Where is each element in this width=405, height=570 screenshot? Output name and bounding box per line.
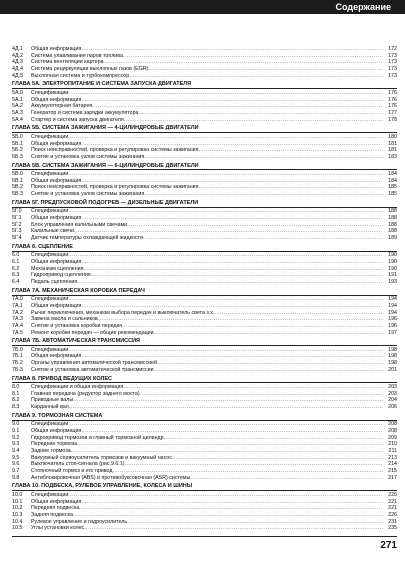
- dot-leader: [190, 475, 383, 482]
- toc-entry: [12, 53, 397, 60]
- entry-title: Рычаг переключения, механизм выбора передач и выключатель света з.х.: [31, 309, 215, 316]
- entry-number: 6.4: [12, 278, 20, 285]
- toc-entry: [12, 360, 397, 367]
- dot-leader: [127, 222, 383, 229]
- entry-title: Общая информация: [31, 498, 82, 505]
- entry-page: 183: [388, 153, 397, 160]
- dot-leader: [68, 492, 383, 499]
- dot-leader: [124, 117, 383, 124]
- entry-number: 5Б.3: [12, 153, 23, 160]
- entry-number: 7Б.2: [12, 360, 23, 367]
- entry-number: 10.2: [12, 505, 23, 512]
- entry-page: 184: [388, 177, 397, 184]
- entry-title: Ремонт коробки передач — общие рекомендации: [31, 329, 154, 336]
- entry-page: 190: [388, 258, 397, 265]
- entry-number: 7А.2: [12, 309, 23, 316]
- entry-page: 198: [388, 346, 397, 353]
- entry-page: 188: [388, 215, 397, 221]
- entry-title: Общая информация: [31, 177, 82, 184]
- entry-title: Гидропривод тормозов и главный тормозной цилиндр: [31, 434, 164, 441]
- entry-number: 5Г.3: [12, 228, 22, 235]
- entry-title: Передние тормоза: [31, 441, 78, 448]
- dot-leader: [157, 360, 383, 367]
- chapter-heading: ГЛАВА 5Б. СИСТЕМА ЗАЖИГАНИЯ — 4-ЦИЛИНДРОВЫЕ ДВИГАТЕЛИ: [12, 125, 199, 132]
- chapter-heading: ГЛАВА 5А. ЭЛЕКТРОПИТАНИЕ И СИСТЕМА ЗАПУСКА ДВИГАТЕЛЯ: [12, 81, 192, 88]
- entry-number: 10.4: [12, 518, 23, 525]
- toc-entry: [12, 279, 397, 286]
- entry-title: Выключатель стоп-сигнала (рис.9.6.1): [31, 461, 125, 468]
- toc-entry: [12, 404, 397, 411]
- entry-page: 194: [388, 296, 397, 303]
- dot-leader: [104, 59, 383, 66]
- entry-number: 5Б.2: [12, 147, 23, 154]
- entry-number: 7А.1: [12, 302, 23, 309]
- entry-page: 235: [388, 525, 397, 532]
- entry-page: 211: [388, 447, 397, 454]
- toc-entry: [12, 208, 397, 215]
- toc-entry: [12, 184, 397, 191]
- entry-title: Спецификации: [31, 421, 69, 428]
- toc-entry: [12, 46, 397, 53]
- entry-title: Снятие и установка коробки передач: [31, 322, 123, 329]
- toc-entry: [12, 147, 397, 154]
- entry-title: Спецификации: [31, 171, 69, 178]
- entry-title: Общая информация: [31, 140, 82, 147]
- toc-entry: [12, 421, 397, 428]
- entry-title: Стояночный тормоз и его привод: [31, 468, 113, 475]
- dot-leader: [77, 441, 383, 448]
- entry-page: 181: [388, 140, 397, 147]
- toc-entry: [12, 154, 397, 161]
- entry-page: 208: [388, 421, 397, 428]
- toc-entry: [12, 259, 397, 266]
- toc-entry: [12, 347, 397, 354]
- entry-title: Общая информация: [31, 427, 82, 434]
- entry-number: 4Д.2: [12, 52, 23, 59]
- entry-page: 204: [388, 397, 397, 404]
- toc-entry: [12, 235, 397, 242]
- entry-page: 231: [388, 518, 397, 525]
- footer-rule: [12, 536, 397, 537]
- entry-number: 10.0: [12, 491, 23, 498]
- entry-number: 6.0: [12, 252, 20, 259]
- entry-title: Задние тормоза: [31, 447, 71, 454]
- entry-page: 177: [388, 109, 397, 116]
- dot-leader: [81, 97, 383, 104]
- entry-page: 173: [388, 59, 397, 66]
- dot-leader: [164, 435, 383, 442]
- entry-number: 5Б.1: [12, 140, 23, 147]
- dot-leader: [123, 384, 383, 391]
- entry-page: 178: [388, 116, 397, 123]
- entry-title: Генератор и система зарядки аккумулятора: [31, 109, 139, 116]
- toc-entry: [12, 323, 397, 330]
- entry-page: 198: [388, 360, 397, 367]
- dot-leader: [68, 90, 383, 97]
- entry-page: 176: [388, 96, 397, 103]
- entry-number: 9.1: [12, 427, 20, 434]
- header-bar: [0, 0, 405, 14]
- entry-number: 9.5: [12, 454, 20, 461]
- entry-page: 201: [388, 366, 397, 373]
- dot-leader: [68, 208, 383, 215]
- dot-leader: [214, 310, 383, 317]
- entry-number: 10.5: [12, 525, 23, 532]
- toc-entry: [12, 367, 397, 374]
- entry-page: 193: [388, 278, 397, 285]
- entry-page: 188: [388, 208, 397, 215]
- toc-entry: [12, 90, 397, 97]
- toc-entry: [12, 310, 397, 317]
- toc-entry: [12, 475, 397, 482]
- entry-title: Система вентиляции картера: [31, 59, 104, 66]
- entry-title: Углы установки колес: [31, 525, 85, 532]
- entry-page: 197: [388, 329, 397, 336]
- dot-leader: [122, 323, 383, 330]
- dot-leader: [144, 154, 383, 161]
- chapter-heading: ГЛАВА 7Б. АВТОМАТИЧЕСКАЯ ТРАНСМИССИЯ: [12, 338, 140, 345]
- entry-number: 7Б.1: [12, 353, 23, 360]
- entry-title: Спецификации: [31, 346, 69, 353]
- toc-entry: [12, 519, 397, 526]
- entry-title: Рулевое управление и гидроусилитель: [31, 518, 128, 525]
- entry-page: 173: [388, 66, 397, 73]
- entry-number: 5Б.0: [12, 133, 23, 140]
- toc-entry: [12, 73, 397, 80]
- toc-entry: [12, 97, 397, 104]
- entry-number: 4Д.5: [12, 72, 23, 79]
- entry-number: 5Г.0: [12, 208, 22, 215]
- entry-title: Аккумуляторная батарея: [31, 103, 93, 110]
- entry-page: 226: [388, 511, 397, 518]
- entry-number: 5А.0: [12, 89, 23, 96]
- entry-page: 214: [388, 461, 397, 468]
- dot-leader: [81, 215, 383, 222]
- entry-title: Стартер и система запуска двигателя: [31, 116, 124, 123]
- toc-entry: [12, 103, 397, 110]
- dot-leader: [148, 66, 383, 73]
- entry-page: 196: [388, 322, 397, 329]
- toc-entry: [12, 134, 397, 141]
- dot-leader: [154, 330, 383, 337]
- dot-leader: [68, 421, 383, 428]
- toc-entry: [12, 117, 397, 124]
- entry-number: 7А.4: [12, 322, 23, 329]
- entry-number: 5А.4: [12, 116, 23, 123]
- toc-entry: [12, 512, 397, 519]
- entry-title: Система рециркуляции выхлопных газов (EGR): [31, 66, 149, 73]
- entry-number: 9.4: [12, 447, 20, 454]
- dot-leader: [139, 110, 384, 117]
- entry-page: 188: [388, 228, 397, 235]
- entry-number: 10.1: [12, 498, 23, 505]
- dot-leader: [81, 428, 383, 435]
- entry-number: 5В.3: [12, 191, 23, 198]
- entry-number: 8.0: [12, 384, 20, 390]
- entry-number: 5В.0: [12, 171, 23, 178]
- entry-title: Спецификации: [31, 208, 69, 215]
- entry-number: 4Д.1: [12, 46, 23, 52]
- entry-number: 4Д.4: [12, 66, 23, 73]
- dot-leader: [140, 391, 383, 398]
- dot-leader: [68, 296, 383, 303]
- dot-leader: [112, 468, 383, 475]
- entry-number: 8.1: [12, 390, 20, 397]
- dot-leader: [68, 347, 383, 354]
- entry-title: Спецификации: [31, 491, 69, 498]
- entry-number: 7Б.0: [12, 346, 23, 353]
- entry-title: Спецификации: [31, 89, 69, 96]
- entry-number: 5В.2: [12, 184, 23, 191]
- entry-page: 221: [388, 505, 397, 512]
- dot-leader: [84, 266, 384, 273]
- entry-page: 188: [388, 221, 397, 228]
- chapter-heading: ГЛАВА 6. СЦЕПЛЕНИЕ: [12, 243, 73, 250]
- entry-page: 173: [388, 72, 397, 79]
- toc-entry: [12, 272, 397, 279]
- toc-entry: [12, 171, 397, 178]
- entry-page: 203: [388, 384, 397, 390]
- entry-number: 9.2: [12, 434, 20, 441]
- entry-title: Вакуумный сервоусилитель тормозов и вакуумный насос: [31, 454, 172, 461]
- entry-number: 9.6: [12, 461, 20, 468]
- entry-page: 198: [388, 353, 397, 360]
- dot-leader: [127, 519, 383, 526]
- entry-number: 9.0: [12, 421, 20, 428]
- dot-leader: [154, 367, 383, 374]
- entry-number: 5Г.4: [12, 235, 22, 242]
- dot-leader: [143, 235, 383, 242]
- entry-title: Общая информация: [31, 96, 82, 103]
- page-number: 271: [380, 540, 397, 551]
- dot-leader: [81, 46, 383, 53]
- dot-leader: [81, 303, 383, 310]
- entry-title: Поиск неисправностей, проверка и регулировка системы зажигания: [31, 147, 199, 154]
- entry-page: 206: [388, 404, 397, 411]
- entry-page: 194: [388, 302, 397, 309]
- dot-leader: [71, 448, 383, 455]
- entry-title: Снятие и установка узлов системы зажигания: [31, 153, 145, 160]
- entry-number: 7Б.3: [12, 366, 23, 373]
- entry-page: 194: [388, 309, 397, 316]
- toc-entry: [12, 110, 397, 117]
- entry-page: 221: [388, 498, 397, 505]
- entry-page: 176: [388, 103, 397, 110]
- entry-number: 10.3: [12, 511, 23, 518]
- entry-page: 210: [388, 441, 397, 448]
- chapter-heading: ГЛАВА 9. ТОРМОЗНАЯ СИСТЕМА: [12, 412, 103, 419]
- entry-title: Общая информация: [31, 215, 82, 221]
- entry-page: 172: [388, 46, 397, 52]
- dot-leader: [68, 134, 383, 141]
- toc-entry: [12, 222, 397, 229]
- dot-leader: [81, 499, 383, 506]
- dot-leader: [73, 512, 383, 519]
- entry-page: 190: [388, 252, 397, 259]
- entry-title: Блок управления калильными свечами: [31, 221, 128, 228]
- table-of-contents: [12, 46, 397, 532]
- dot-leader: [69, 404, 383, 411]
- entry-title: Поиск неисправностей, проверка и регулировка системы зажигания: [31, 184, 199, 191]
- entry-page: 185: [388, 184, 397, 191]
- chapter-heading: ГЛАВА 10. ПОДВЕСКА, РУЛЕВОЕ УПРАВЛЕНИЕ, КОЛЕСА И ШИНЫ: [12, 483, 193, 490]
- entry-number: 8.2: [12, 397, 20, 404]
- entry-title: Задняя подвеска: [31, 511, 73, 518]
- entry-title: Приводные валы: [31, 397, 74, 404]
- toc-entry: [12, 428, 397, 435]
- entry-number: 9.8: [12, 474, 20, 481]
- dot-leader: [125, 461, 383, 468]
- dot-leader: [84, 525, 383, 532]
- toc-entry: [12, 66, 397, 73]
- entry-title: Карданный вал: [31, 404, 69, 411]
- entry-title: Главная передача (редуктор заднего моста): [31, 390, 140, 397]
- entry-number: 4Д.3: [12, 59, 23, 66]
- entry-title: Спецификации: [31, 133, 69, 140]
- dot-leader: [79, 505, 383, 512]
- entry-number: 7А.5: [12, 329, 23, 336]
- entry-title: Гидропривод сцепления: [31, 272, 91, 279]
- entry-page: 189: [388, 235, 397, 242]
- toc-entry: [12, 252, 397, 259]
- toc-entry: [12, 316, 397, 323]
- entry-number: 5В.1: [12, 177, 23, 184]
- toc-entry: [12, 391, 397, 398]
- dot-leader: [73, 397, 383, 404]
- entry-page: 196: [388, 316, 397, 323]
- toc-entry: [12, 525, 397, 532]
- entry-number: 9.3: [12, 441, 20, 448]
- entry-title: Снятие и установка узлов системы зажигания: [31, 191, 145, 198]
- entry-title: Замена масла и сальников: [31, 316, 98, 323]
- dot-leader: [92, 103, 383, 110]
- entry-page: 215: [388, 468, 397, 475]
- entry-number: 8.3: [12, 404, 20, 411]
- chapter-heading: ГЛАВА 8. ПРИВОД ВЕДУЩИХ КОЛЕС: [12, 375, 112, 382]
- entry-number: 5А.1: [12, 96, 23, 103]
- entry-title: Система улавливания паров топлива: [31, 52, 123, 59]
- entry-number: 5А.3: [12, 109, 23, 116]
- dot-leader: [77, 279, 383, 286]
- entry-number: 5А.2: [12, 103, 23, 110]
- toc-entry: [12, 441, 397, 448]
- entry-number: 7А.3: [12, 316, 23, 323]
- entry-number: 6.3: [12, 272, 20, 279]
- dot-leader: [172, 455, 383, 462]
- toc-entry: [12, 303, 397, 310]
- toc-entry: [12, 505, 397, 512]
- entry-number: 7А.0: [12, 296, 23, 303]
- page-title: Содержание: [335, 2, 391, 12]
- entry-page: 217: [388, 474, 397, 481]
- entry-title: Передняя подвеска: [31, 505, 80, 512]
- entry-page: 203: [388, 390, 397, 397]
- entry-page: 185: [388, 191, 397, 198]
- toc-entry: [12, 330, 397, 337]
- entry-page: 191: [388, 272, 397, 279]
- entry-page: 220: [388, 491, 397, 498]
- entry-number: 9.7: [12, 468, 20, 475]
- dot-leader: [198, 184, 383, 191]
- toc-entry: [12, 455, 397, 462]
- entry-title: Снятие и установка автоматической трансмиссии: [31, 366, 154, 373]
- entry-page: 208: [388, 427, 397, 434]
- dot-leader: [68, 252, 383, 259]
- toc-entry: [12, 499, 397, 506]
- toc-entry: [12, 468, 397, 475]
- dot-leader: [144, 191, 383, 198]
- entry-number: 5Г.2: [12, 221, 22, 228]
- entry-page: 181: [388, 147, 397, 154]
- toc-entry: [12, 215, 397, 222]
- entry-page: 184: [388, 171, 397, 178]
- chapter-heading: ГЛАВА 5В. СИСТЕМА ЗАЖИГАНИЯ — 6-ЦИЛИНДРОВЫЕ ДВИГАТЕЛИ: [12, 162, 199, 169]
- toc-entry: [12, 59, 397, 66]
- entry-title: Антиблокировочная (ABS) и противобуксовочная (ASR) системы: [31, 474, 191, 481]
- toc-entry: [12, 296, 397, 303]
- toc-entry: [12, 492, 397, 499]
- entry-page: 176: [388, 89, 397, 96]
- toc-entry: [12, 435, 397, 442]
- entry-title: Общая информация: [31, 46, 82, 52]
- entry-title: Органы управления автоматической трансмиссией: [31, 360, 157, 367]
- dot-leader: [123, 53, 383, 60]
- toc-entry: [12, 448, 397, 455]
- entry-number: 6.1: [12, 258, 20, 265]
- entry-title: Педаль сцепления: [31, 278, 78, 285]
- entry-page: 209: [388, 434, 397, 441]
- toc-entry: [12, 266, 397, 273]
- entry-page: 173: [388, 52, 397, 59]
- entry-title: Спецификации: [31, 252, 69, 259]
- dot-leader: [91, 272, 383, 279]
- entry-title: Механизм сцепления: [31, 265, 84, 272]
- entry-title: Общая информация: [31, 302, 82, 309]
- entry-page: 180: [388, 133, 397, 140]
- toc-entry: [12, 384, 397, 391]
- entry-title: Спецификации и общая информация: [31, 384, 124, 390]
- entry-title: Калильные свечи: [31, 228, 74, 235]
- entry-page: 190: [388, 265, 397, 272]
- entry-title: Общая информация: [31, 258, 82, 265]
- entry-title: Датчик температуры охлаждающей жидкости: [31, 235, 143, 242]
- chapter-heading: ГЛАВА 5Г. ПРЕДПУСКОВОЙ ПОДОГРЕВ — ДИЗЕЛЬНЫЕ ДВИГАТЕЛИ: [12, 199, 199, 206]
- dot-leader: [68, 171, 383, 178]
- entry-number: 5Г.1: [12, 215, 22, 221]
- toc-entry: [12, 397, 397, 404]
- entry-number: 6.2: [12, 265, 20, 272]
- entry-page: 213: [388, 454, 397, 461]
- toc-entry: [12, 191, 397, 198]
- entry-title: Выхлопная система и турбокомпрессор: [31, 72, 130, 79]
- entry-title: Спецификации: [31, 296, 69, 303]
- dot-leader: [129, 73, 383, 80]
- dot-leader: [198, 147, 383, 154]
- entry-title: Общая информация: [31, 353, 82, 360]
- dot-leader: [98, 316, 383, 323]
- chapter-heading: ГЛАВА 7А. МЕХАНИЧЕСКАЯ КОРОБКА ПЕРЕДАЧ: [12, 287, 145, 294]
- dot-leader: [81, 259, 383, 266]
